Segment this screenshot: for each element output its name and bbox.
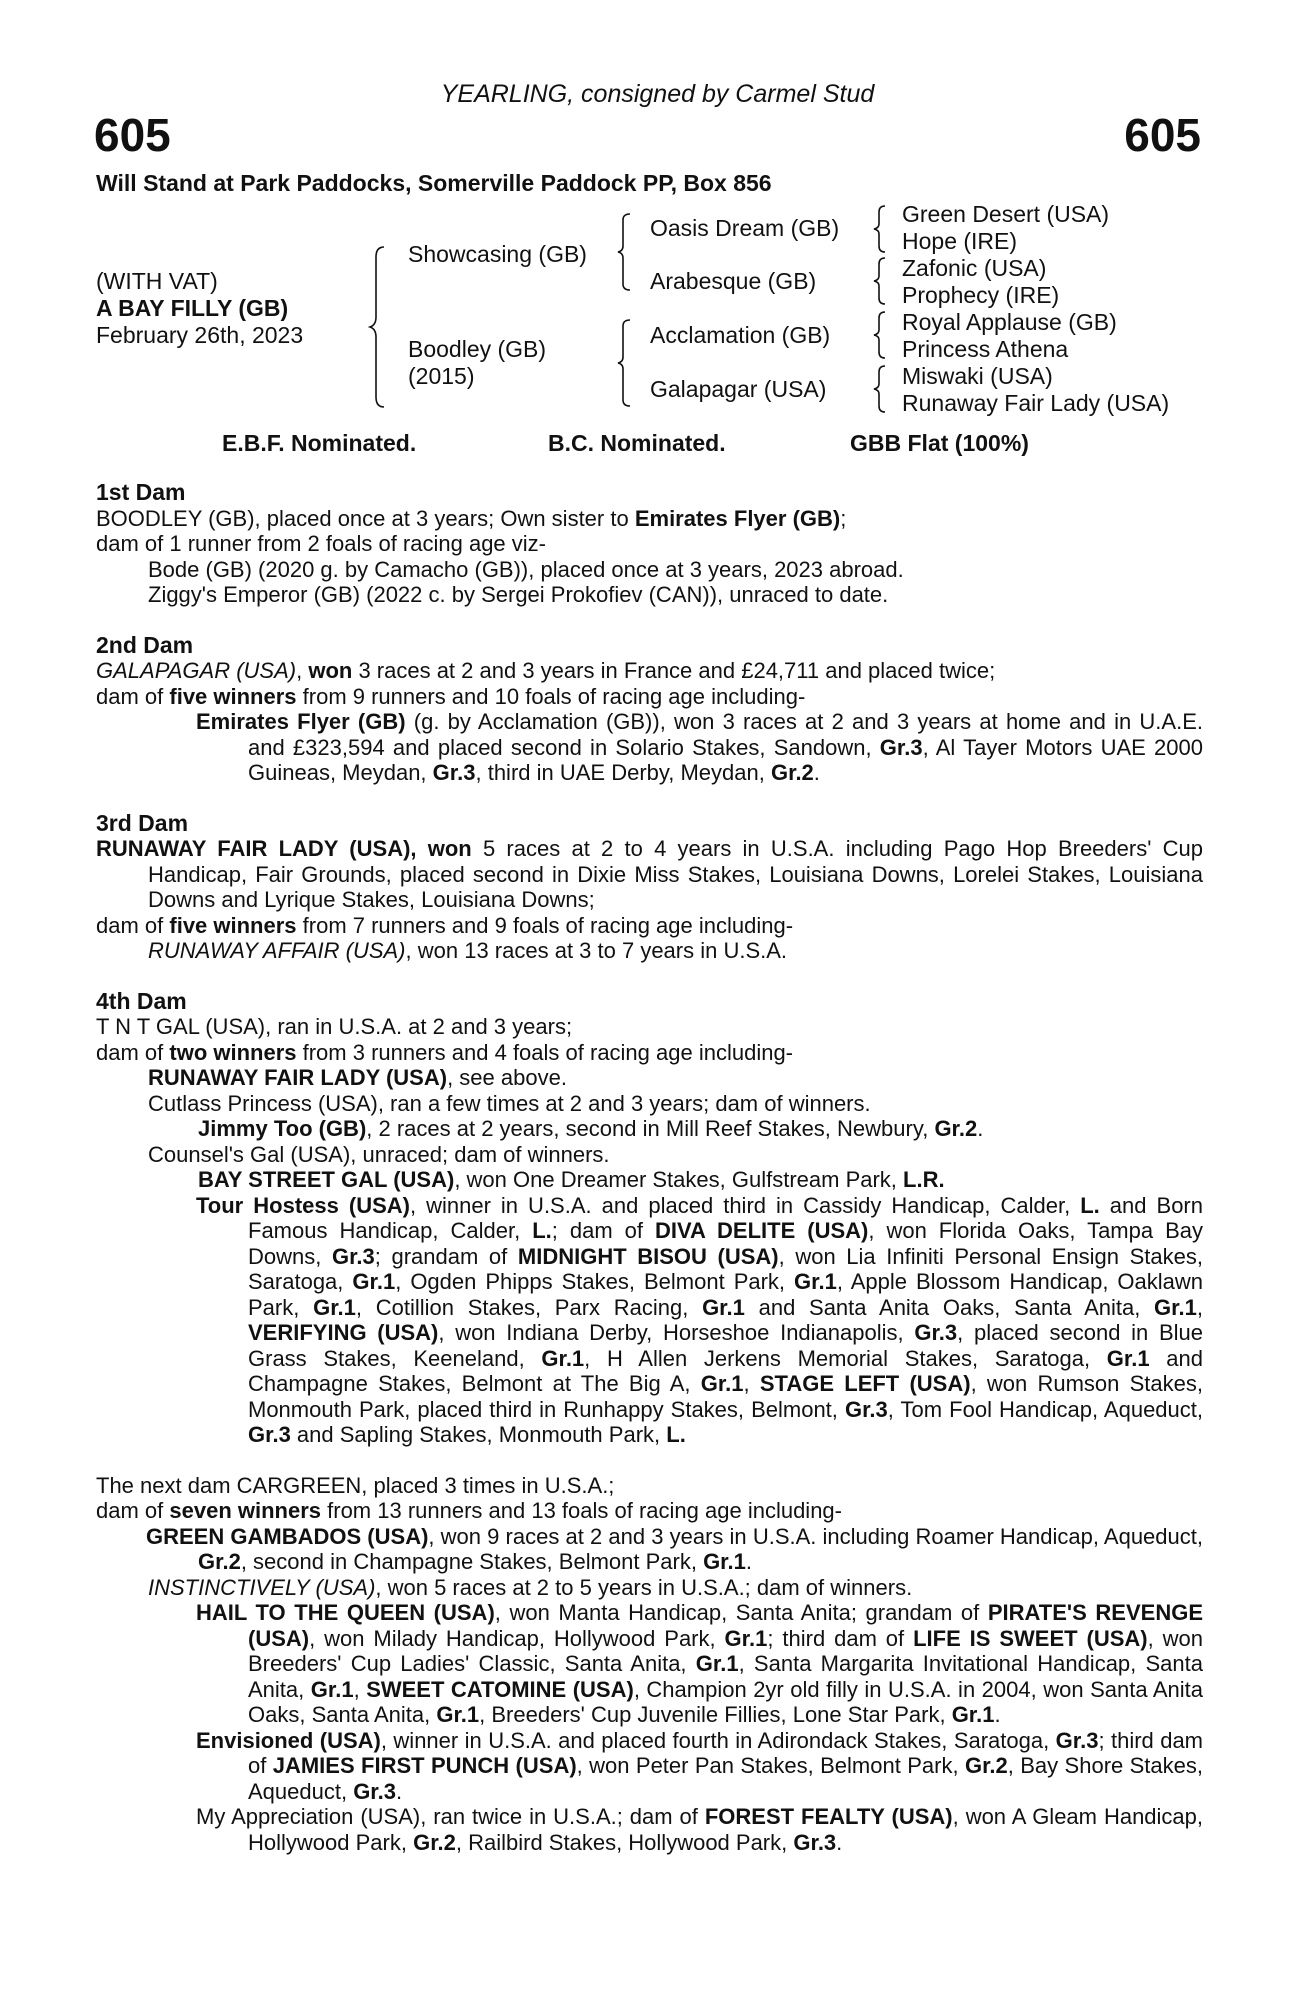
third-dam-produce-intro: dam of five winners from 7 runners and 9 foals of racing age including- <box>96 912 794 938</box>
ped-ssd: Hope (IRE) <box>902 228 1018 254</box>
produce-entry: RUNAWAY FAIR LADY (USA), see above. <box>148 1065 567 1090</box>
produce-entry: HAIL TO THE QUEEN (USA), won Manta Handicap, Santa Anita; grandam of PIRATE'S REVENGE (USA), won Milady Handicap, Hollywood Park, Gr.1; third dam of LIFE IS SWEET (USA), won Breeders' Cup Ladies' Classic, Santa Anita, Gr.1, Santa Margarita Invitational Handicap, Santa Anita, Gr.1, SWEET CATOMINE (USA), Champion 2yr old filly in U.S.A. in 2004, won Santa Anita Oaks, Santa Anita, Gr.1, Breeders' Cup Juvenile Fillies, Lone Star Park, Gr.1. <box>196 1600 1203 1727</box>
ped-sds: Zafonic (USA) <box>902 255 1047 281</box>
pedigree-brace-sd <box>872 256 888 306</box>
produce-entry: GREEN GAMBADOS (USA), won 9 races at 2 and 3 years in U.S.A. including Roamer Handicap, Aqueduct, Gr.2, second in Champagne Stakes, Belmont Park, Gr.1. <box>146 1523 1203 1574</box>
pedigree-brace-ss <box>872 204 888 254</box>
pedigree-brace-sire <box>616 212 634 292</box>
ped-sdd: Prophecy (IRE) <box>902 282 1060 308</box>
dam-year: (2015) <box>408 363 475 389</box>
fourth-dam-line: T N T GAL (USA), ran in U.S.A. at 2 and 3 years; <box>96 1014 573 1039</box>
second-dam-heading: 2nd Dam <box>96 631 194 658</box>
ped-dds: Miswaki (USA) <box>902 363 1053 389</box>
next-dam-section <box>96 1473 1203 1856</box>
produce-entry: My Appreciation (USA), ran twice in U.S.A.; dam of FOREST FEALTY (USA), won A Gleam Handicap, Hollywood Park, Gr.2, Railbird Stakes, Hollywood Park, Gr.3. <box>196 1804 1204 1855</box>
dam-sire: Acclamation (GB) <box>650 322 831 348</box>
produce-entry: Emirates Flyer (GB) (g. by Acclamation (GB)), won 3 races at 2 and 3 years at home and in U.A.E. and £323,594 and placed second in Solario Stakes, Sandown, Gr.3, Al Tayer Motors UAE 2000 Guineas, Meydan, Gr.3, third in UAE Derby, Meydan, Gr.2. <box>196 709 1204 785</box>
ped-dsd: Princess Athena <box>902 336 1069 362</box>
produce-entry: INSTINCTIVELY (USA), won 5 races at 2 to 5 years in U.S.A.; dam of winners. <box>148 1574 913 1600</box>
fourth-dam-section <box>96 989 1203 1448</box>
foaling-date: February 26th, 2023 <box>96 322 304 348</box>
fourth-dam-produce-intro: dam of two winners from 3 runners and 4 foals of racing age including- <box>96 1039 794 1065</box>
pedigree-brace-main <box>368 245 388 410</box>
second-dam-section <box>96 633 1203 786</box>
ebf-nomination: E.B.F. Nominated. <box>222 430 417 456</box>
third-dam-heading: 3rd Dam <box>96 809 189 836</box>
produce-entry: Counsel's Gal (USA), unraced; dam of winners. <box>148 1141 610 1167</box>
third-dam-line: RUNAWAY FAIR LADY (USA), won 5 races at 2 to 4 years in U.S.A. including Pago Hop Breeders' Cup Handicap, Fair Grounds, placed second in Dixie Miss Stakes, Louisiana Downs, Lorelei Stakes, Louisiana Downs and Lyrique Stakes, Louisiana Downs; <box>96 836 1203 912</box>
dam: Boodley (GB) <box>408 336 547 362</box>
second-dam-produce-intro: dam of five winners from 9 runners and 10 foals of racing age including- <box>96 683 806 709</box>
catalogue-body <box>96 480 1203 1880</box>
produce-entry: Ziggy's Emperor (GB) (2022 c. by Sergei Prokofiev (CAN)), unraced to date. <box>148 582 889 607</box>
consignment-line: YEARLING, consigned by Carmel Stud <box>440 80 875 108</box>
pedigree-brace-dam <box>616 318 634 408</box>
lot-number-right: 605 <box>1124 109 1201 161</box>
ped-ddd: Runaway Fair Lady (USA) <box>902 390 1170 416</box>
produce-entry: Bode (GB) (2020 g. by Camacho (GB)), placed once at 3 years, 2023 abroad. <box>148 556 904 582</box>
bc-nomination: B.C. Nominated. <box>548 430 726 456</box>
produce-entry: Jimmy Too (GB), 2 races at 2 years, second in Mill Reef Stakes, Newbury, Gr.2. <box>198 1116 984 1141</box>
pedigree-brace-ds <box>872 310 888 360</box>
first-dam-line: BOODLEY (GB), placed once at 3 years; Own sister to Emirates Flyer (GB); <box>96 505 847 531</box>
lot-number-left: 605 <box>94 109 171 161</box>
ped-dss: Royal Applause (GB) <box>902 309 1117 335</box>
first-dam-heading: 1st Dam <box>96 479 186 505</box>
next-dam-produce-intro: dam of seven winners from 13 runners and 13 foals of racing age including- <box>96 1498 842 1523</box>
produce-entry: Cutlass Princess (USA), ran a few times at 2 and 3 years; dam of winners. <box>148 1090 871 1116</box>
dam-dam: Galapagar (USA) <box>650 376 827 402</box>
produce-entry: BAY STREET GAL (USA), won One Dreamer Stakes, Gulfstream Park, L.R. <box>198 1167 945 1192</box>
sire: Showcasing (GB) <box>408 241 587 267</box>
stand-location: Will Stand at Park Paddocks, Somerville Paddock PP, Box 856 <box>96 170 772 196</box>
produce-entry: RUNAWAY AFFAIR (USA), won 13 races at 3 to 7 years in U.S.A. <box>148 938 788 963</box>
produce-entry: Envisioned (USA), winner in U.S.A. and placed fourth in Adirondack Stakes, Saratoga, Gr.3; third dam of JAMIES FIRST PUNCH (USA), won Peter Pan Stakes, Belmont Park, Gr.2, Bay Shore Stakes, Aqueduct, Gr.3. <box>196 1727 1204 1804</box>
ped-sss: Green Desert (USA) <box>902 201 1110 227</box>
first-dam-produce-intro: dam of 1 runner from 2 foals of racing age viz- <box>96 531 546 556</box>
produce-entry: Tour Hostess (USA), winner in U.S.A. and placed third in Cassidy Handicap, Calder, L. and Born Famous Handicap, Calder, L.; dam of DIVA DELITE (USA), won Florida Oaks, Tampa Bay Downs, Gr.3; grandam of MIDNIGHT BISOU (USA), won Lia Infiniti Personal Ensign Stakes, Saratoga, Gr.1, Ogden Phipps Stakes, Belmont Park, Gr.1, Apple Blossom Handicap, Oaklawn Park, Gr.1, Cotillion Stakes, Parx Racing, Gr.1 and Santa Anita Oaks, Santa Anita, Gr.1, VERIFYING (USA), won Indiana Derby, Horseshoe Indianapolis, Gr.3, placed second in Blue Grass Stakes, Keeneland, Gr.1, H Allen Jerkens Memorial Stakes, Saratoga, Gr.1 and Champagne Stakes, Belmont at The Big A, Gr.1, STAGE LEFT (USA), won Rumson Stakes, Monmouth Park, placed third in Runhappy Stakes, Belmont, Gr.3, Tom Fool Handicap, Aqueduct, Gr.3 and Sapling Stakes, Monmouth Park, L. <box>196 1192 1204 1447</box>
sire-dam: Arabesque (GB) <box>650 268 817 294</box>
second-dam-line: GALAPAGAR (USA), won 3 races at 2 and 3 years in France and £24,711 and placed twice; <box>96 658 996 683</box>
vat-note: (WITH VAT) <box>96 268 218 294</box>
gbb-nomination: GBB Flat (100%) <box>850 430 1029 456</box>
first-dam-section <box>96 480 1203 608</box>
sire-sire: Oasis Dream (GB) <box>650 215 840 241</box>
third-dam-section <box>96 811 1203 964</box>
pedigree-brace-dd <box>872 364 888 414</box>
fourth-dam-heading: 4th Dam <box>96 987 187 1014</box>
horse-name: A BAY FILLY (GB) <box>96 295 289 321</box>
next-dam-line: The next dam CARGREEN, placed 3 times in U.S.A.; <box>96 1472 615 1498</box>
